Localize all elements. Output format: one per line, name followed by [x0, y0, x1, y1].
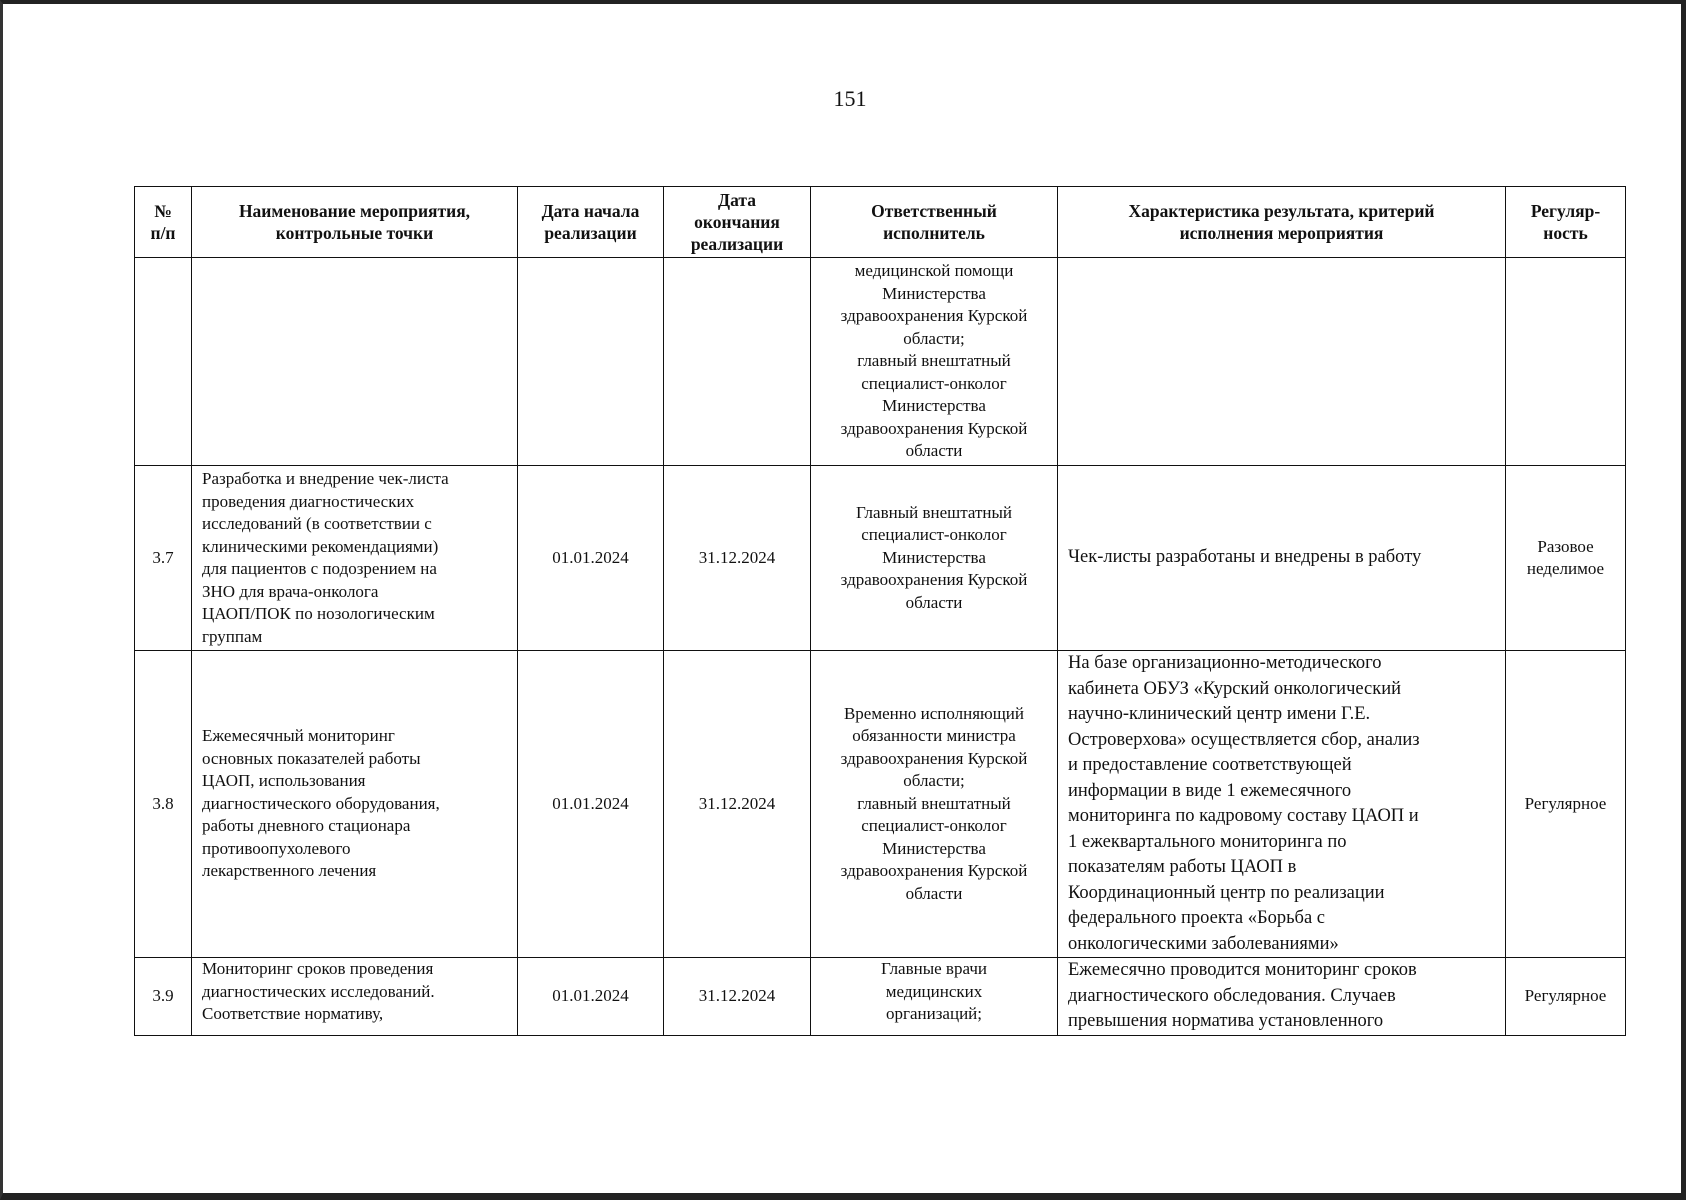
row-regularity: Регулярное [1506, 651, 1626, 958]
table-row [135, 958, 1626, 1036]
row-regularity: Регулярное [1506, 958, 1626, 1036]
header-regularity: Регуляр- ность [1506, 187, 1626, 258]
row-name: Мониторинг сроков проведения диагностических исследований. Соответствие нормативу, [192, 958, 518, 1036]
row-num [135, 258, 192, 466]
row-num: 3.8 [135, 651, 192, 958]
row-end-date: 31.12.2024 [664, 651, 811, 958]
header-responsible: Ответственный исполнитель [811, 187, 1058, 258]
row-end-date: 31.12.2024 [664, 466, 811, 651]
row-responsible: Главные врачи медицинских организаций; [811, 958, 1058, 1036]
table-header-row [135, 187, 1626, 258]
row-name: Ежемесячный мониторинг основных показателей работы ЦАОП, использования диагностического оборудования, работы дневного стационара противоопухолевого лекарственного лечения [192, 651, 518, 958]
row-responsible: медицинской помощи Министерства здравоохранения Курской области; главный внештатный специалист-онколог Министерства здравоохранения Курской области [811, 258, 1058, 466]
row-responsible: Временно исполняющий обязанности министра здравоохранения Курской области; главный внештатный специалист-онколог Министерства здравоохранения Курской области [811, 651, 1058, 958]
header-name: Наименование мероприятия, контрольные точки [192, 187, 518, 258]
table-row [135, 258, 1626, 466]
row-result: Чек-листы разработаны и внедрены в работу [1058, 466, 1506, 651]
table-row [135, 651, 1626, 958]
row-regularity: Разовое неделимое [1506, 466, 1626, 651]
row-name [192, 258, 518, 466]
row-name: Разработка и внедрение чек-листа проведения диагностических исследований (в соответствии с клиническими рекомендациями) для пациентов с подозрением на ЗНО для врача-онколога ЦАОП/ПОК по нозологическим группам [192, 466, 518, 651]
plan-table [134, 186, 1626, 1036]
page-number: 151 [833, 86, 867, 111]
row-num: 3.7 [135, 466, 192, 651]
row-regularity [1506, 258, 1626, 466]
row-end-date: 31.12.2024 [664, 958, 811, 1036]
row-start-date: 01.01.2024 [518, 958, 664, 1036]
row-start-date: 01.01.2024 [518, 651, 664, 958]
row-result: На базе организационно-методического кабинета ОБУЗ «Курский онкологический научно-клинический центр имени Г.Е. Островерхова» осуществляется сбор, анализ и предоставление соответствующей информации в виде 1 ежемесячного мониторинга по кадровому составу ЦАОП и 1 ежеквартального мониторинга по показателям работы ЦАОП в Координационный центр по реализации федерального проекта «Борьба с онкологическими заболеваниями» [1058, 651, 1506, 958]
header-end-date: Дата окончания реализации [664, 187, 811, 258]
header-num: № п/п [135, 187, 192, 258]
row-start-date: 01.01.2024 [518, 466, 664, 651]
header-result: Характеристика результата, критерий исполнения мероприятия [1058, 187, 1506, 258]
row-start-date [518, 258, 664, 466]
header-start-date: Дата начала реализации [518, 187, 664, 258]
row-result [1058, 258, 1506, 466]
row-result: Ежемесячно проводится мониторинг сроков диагностического обследования. Случаев превышения норматива установленного [1058, 958, 1506, 1036]
row-end-date [664, 258, 811, 466]
row-responsible: Главный внештатный специалист-онколог Министерства здравоохранения Курской области [811, 466, 1058, 651]
table-row [135, 466, 1626, 651]
row-num: 3.9 [135, 958, 192, 1036]
